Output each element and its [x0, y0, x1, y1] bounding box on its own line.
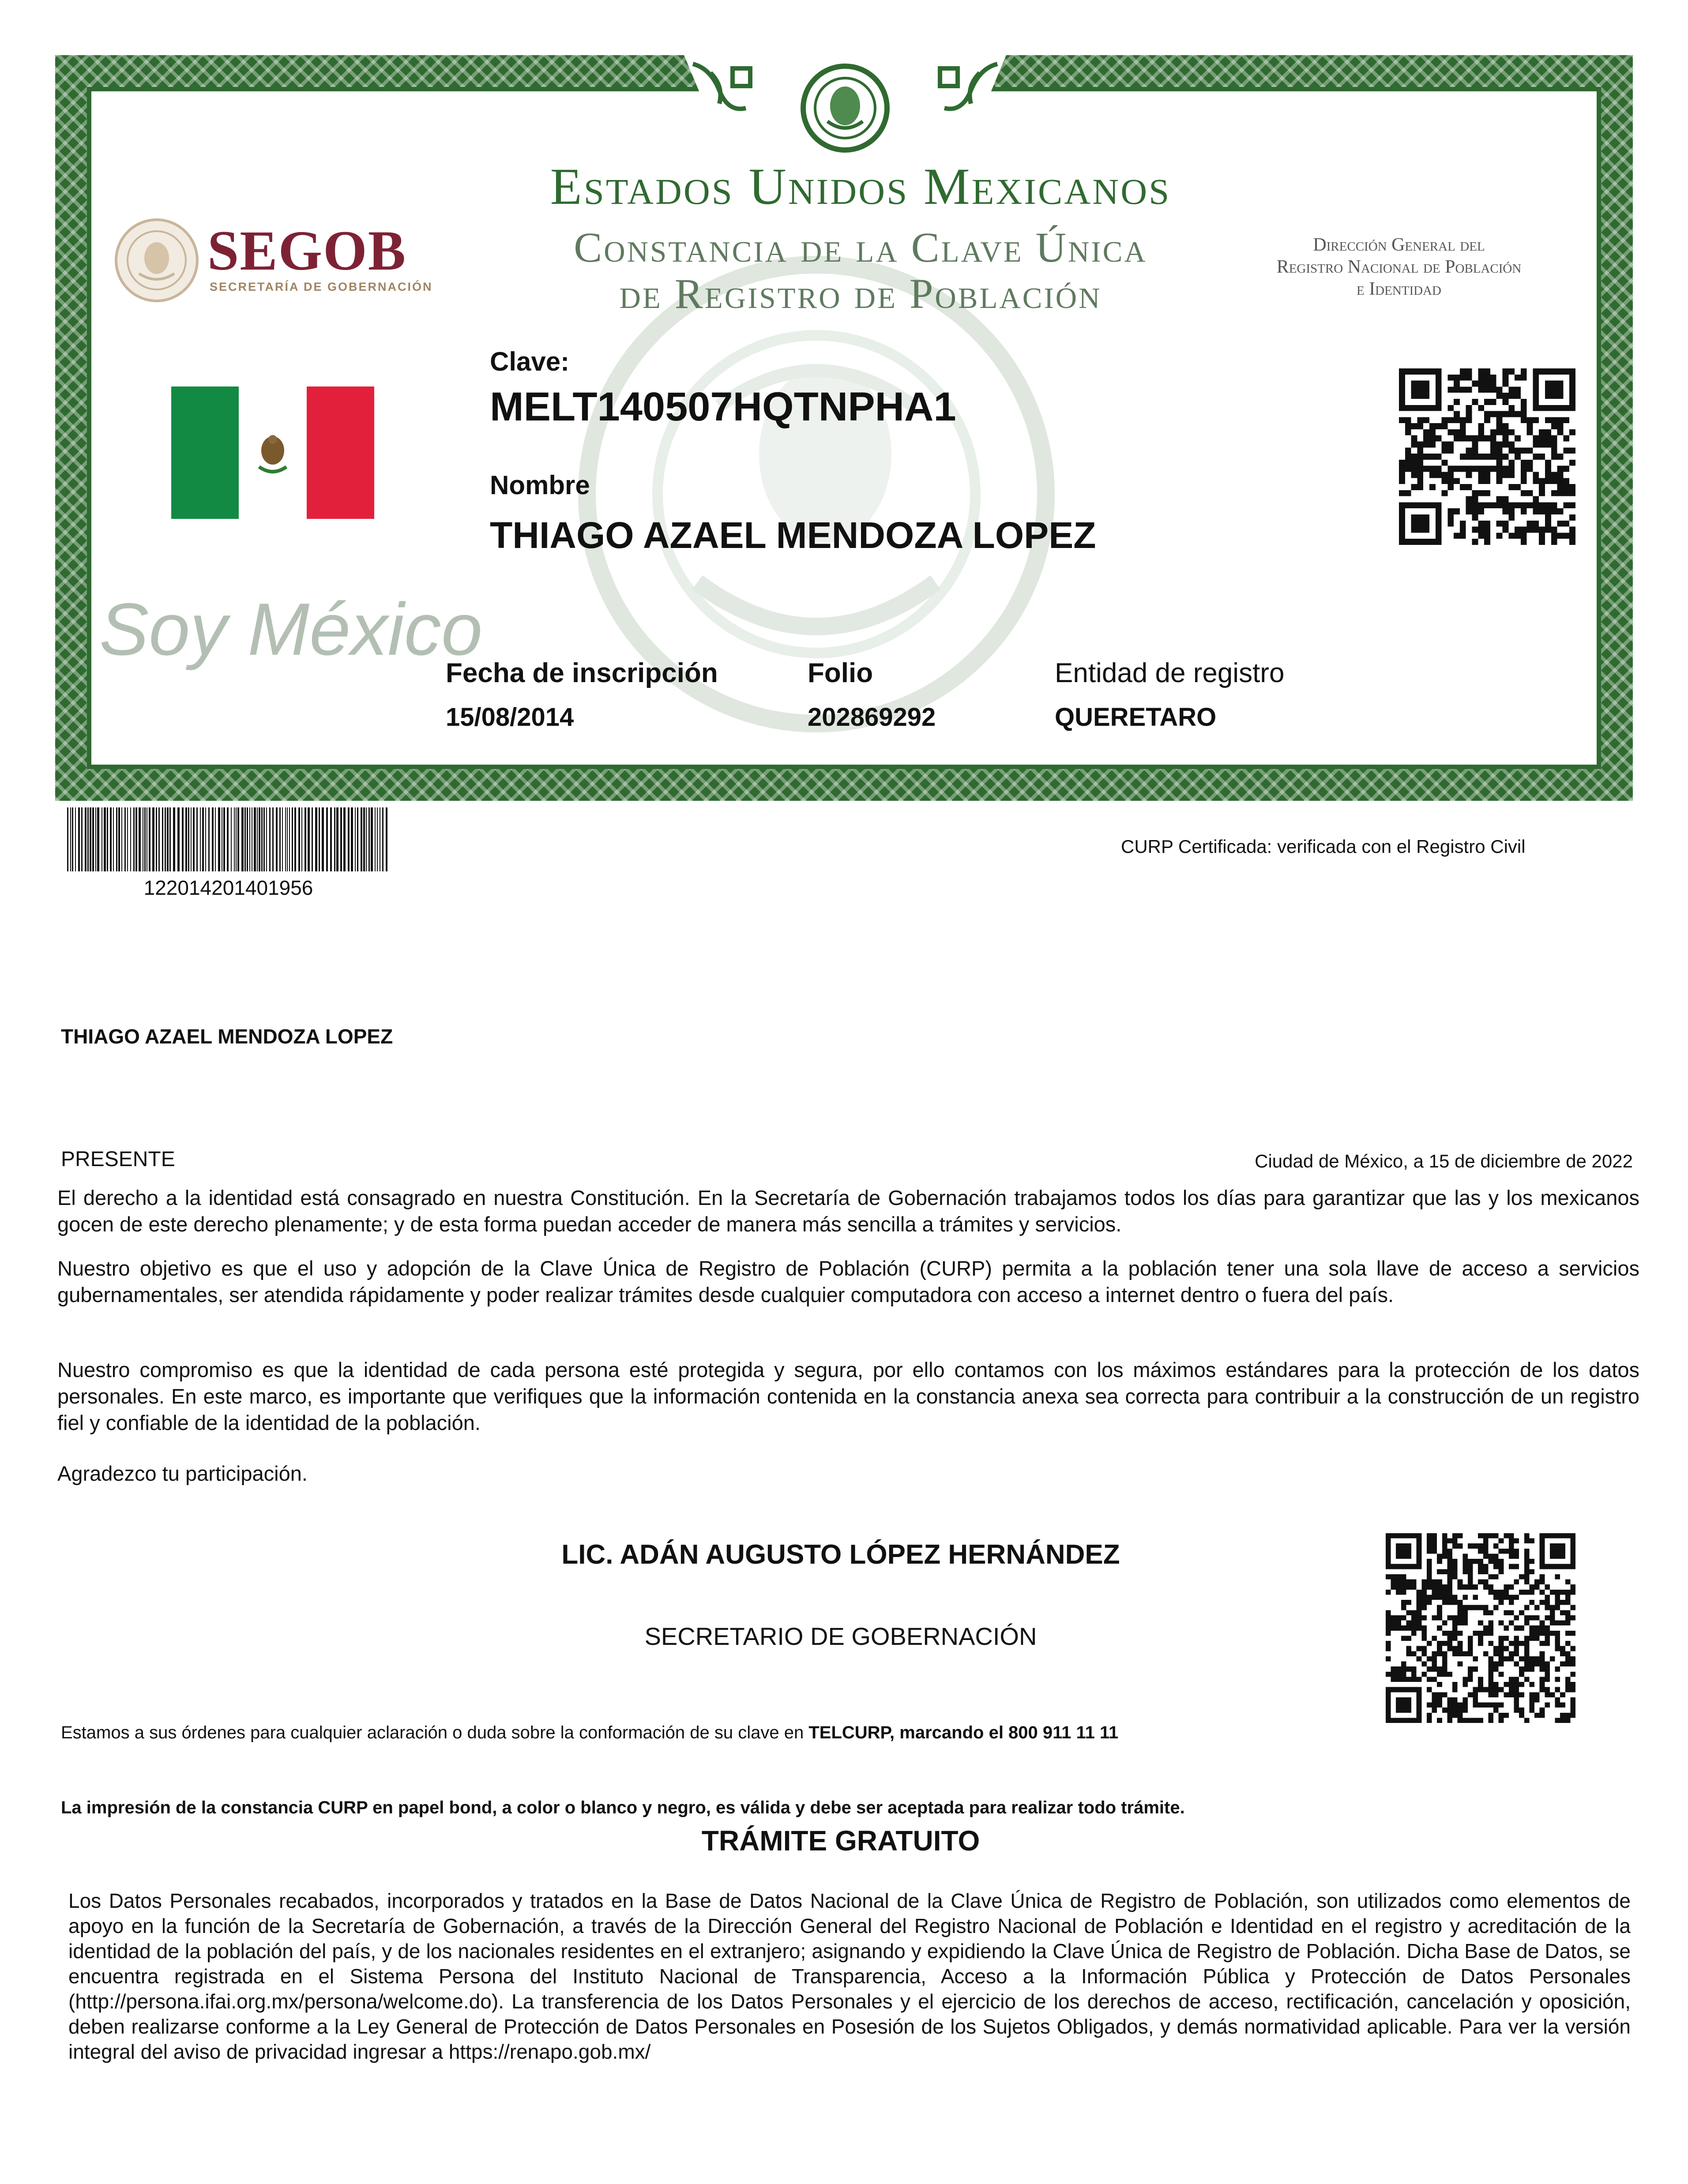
- fecha-inscripcion-value: 15/08/2014: [446, 703, 574, 732]
- segob-logo-text: SEGOB: [207, 219, 407, 282]
- segob-logo-subtitle: SECRETARÍA DE GOBERNACIÓN: [210, 280, 433, 293]
- issue-date-line: Ciudad de México, a 15 de diciembre de 2022: [1255, 1151, 1633, 1171]
- qr-code-icon: [1386, 1533, 1575, 1723]
- letter-paragraph-3: Nuestro compromiso es que la identidad de cada persona esté protegida y segura, por ello contamos con los máximos estándares para la protección de los datos personales. En este marco, es importante que verifiques que la información contenida en la constancia anexa sea correcta para contribuir a la construcción de un registro fiel y confiable de la identidad de la población.: [57, 1358, 1639, 1434]
- addressee-name: THIAGO AZAEL MENDOZA LOPEZ: [61, 1025, 393, 1048]
- fecha-inscripcion-label: Fecha de inscripción: [446, 658, 718, 688]
- issuing-office-line: e Identidad: [1356, 279, 1441, 299]
- letter-closing: Agradezco tu participación.: [57, 1462, 308, 1485]
- slogan: Soy México: [99, 588, 483, 671]
- entidad-registro-value: QUERETARO: [1055, 703, 1217, 732]
- signer-name: LIC. ADÁN AUGUSTO LÓPEZ HERNÁNDEZ: [561, 1539, 1120, 1570]
- curp-certified-note: CURP Certificada: verificada con el Registro Civil: [1121, 836, 1526, 857]
- certificate-subtitle-line2: de Registro de Población: [619, 270, 1102, 317]
- folio-value: 202869292: [808, 703, 936, 732]
- nombre-value: THIAGO AZAEL MENDOZA LOPEZ: [490, 514, 1096, 556]
- clave-value: MELT140507HQTNPHA1: [490, 384, 956, 429]
- entidad-registro-label: Entidad de registro: [1055, 658, 1285, 688]
- validity-note: La impresión de la constancia CURP en papel bond, a color o blanco y negro, es válida y debe ser aceptada para realizar todo trámite.: [61, 1798, 1185, 1817]
- barcode-number: 122014201401956: [143, 876, 313, 899]
- contact-line: [61, 1723, 1118, 1743]
- issuing-office-line: Dirección General del: [1313, 235, 1485, 255]
- folio-label: Folio: [808, 658, 873, 688]
- national-seal-watermark-icon: [552, 247, 1081, 777]
- mexican-flag-icon: [171, 387, 374, 519]
- letter-paragraph-2: Nuestro objetivo es que el uso y adopción de la Clave Única de Registro de Población (CURP) permita a la población tener una sola llave de acceso a servicios gubernamentales, ser atendida rápidamente y poder realizar trámites desde cualquier computadora con acceso a internet dentro o fuera del país.: [57, 1257, 1639, 1306]
- contact-text: Estamos a sus órdenes para cualquier aclaración o duda sobre la conformación de su clave en: [61, 1723, 809, 1742]
- privacy-notice: Los Datos Personales recabados, incorporados y tratados en la Base de Datos Nacional de la Clave Única de Registro de Población, son utilizados como elementos de apoyo en la función de la Secretaría de Gobernación, a través de la Dirección General del Registro Nacional de Población e Identidad en el registro y acreditación de la identidad de la población del país, y de los nacionales residentes en el extranjero; asignando y expidiendo la Clave Única de Registro de Población. Dicha Base de Datos, se encuentra registrada en el Sistema Persona del Instituto Nacional de Transparencia, Acceso a la Información Pública y Protección de Datos Personales (http://persona.ifai.org.mx/persona/welcome.do). La transferencia de los Datos Personales y el ejercicio de los derechos de acceso, rectificación, cancelación y oposición, deben realizarse conforme a la Ley General de Protección de Datos Personales en Posesión de los Sujetos Obligados, y demás normatividad aplicable. Para ver la versión integral del aviso de privacidad ingresar a https://renapo.gob.mx/: [68, 1889, 1631, 2063]
- clave-label: Clave:: [490, 347, 570, 376]
- issuing-office-line: Registro Nacional de Población: [1276, 257, 1522, 277]
- segob-seal-icon: [113, 216, 201, 304]
- letter-paragraph-1: El derecho a la identidad está consagrado en nuestra Constitución. En la Secretaría de Gobernación trabajamos todos los días para garantizar que las y los mexicanos gocen de este derecho plenamente; y de esta forma puedan acceder de manera más sencilla a trámites y servicios.: [57, 1186, 1639, 1236]
- barcode-icon: [66, 807, 391, 871]
- qr-code-icon: [1399, 368, 1575, 545]
- issuing-office: [1200, 234, 1598, 300]
- presente-label: PRESENTE: [61, 1148, 175, 1171]
- certificate-subtitle-line1: Constancia de la Clave Única: [574, 224, 1147, 271]
- nombre-label: Nombre: [490, 470, 590, 500]
- signer-title: SECRETARIO DE GOBERNACIÓN: [644, 1622, 1037, 1650]
- certificate-title: Estados Unidos Mexicanos: [550, 158, 1171, 215]
- contact-phone: TELCURP, marcando el 800 911 11 11: [808, 1723, 1119, 1742]
- tramite-gratuito: TRÁMITE GRATUITO: [701, 1825, 980, 1857]
